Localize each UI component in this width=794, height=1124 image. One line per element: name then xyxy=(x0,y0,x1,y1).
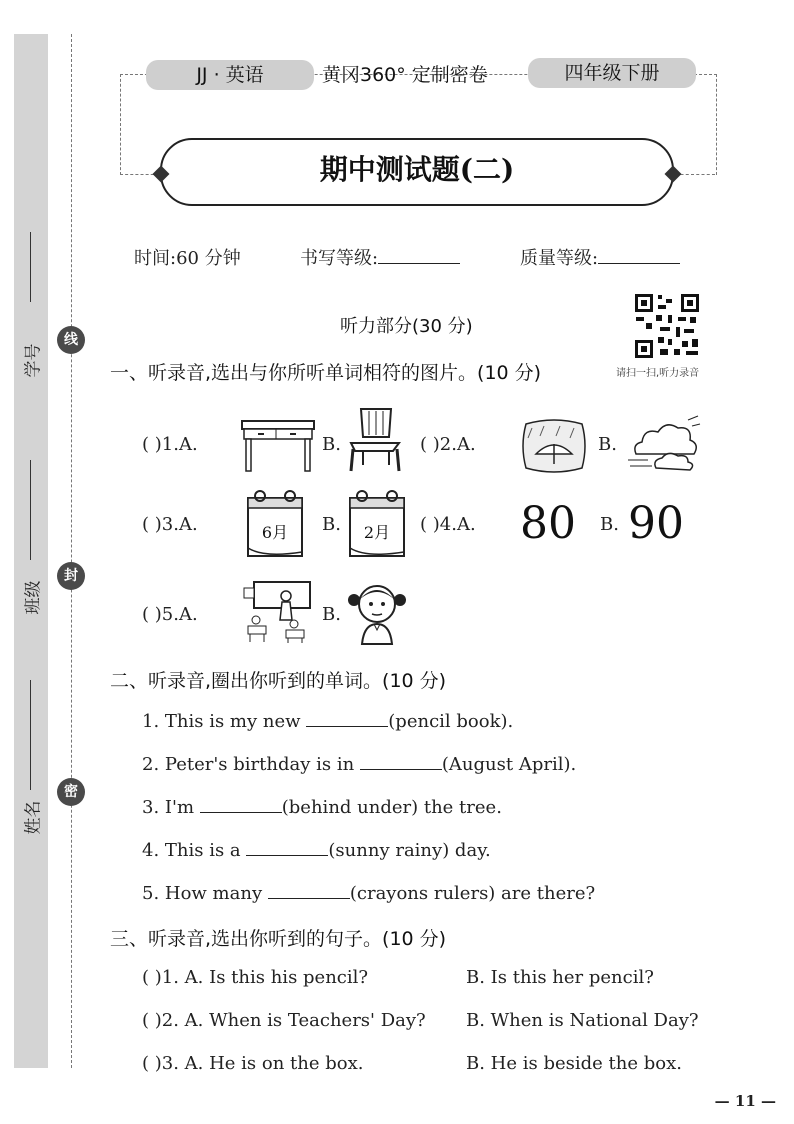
s1-q2-label: ( )2.A. xyxy=(420,434,476,455)
quality-grade-label: 质量等级: xyxy=(520,244,680,270)
grade-pill: 四年级下册 xyxy=(528,58,696,88)
student-no-line xyxy=(30,232,31,302)
seal-seal-badge: 封 xyxy=(57,562,85,590)
s2-q4: 4. This is a (sunny rainy) day. xyxy=(142,840,491,861)
class-label: 班级 xyxy=(23,580,44,615)
section1-heading: 一、听录音,选出与你所听单词相符的图片。(10 分) xyxy=(110,362,542,384)
number-90[interactable]: 90 xyxy=(628,498,684,549)
page-title: 期中测试题(二) xyxy=(319,153,515,186)
s2-q1-blank[interactable] xyxy=(306,710,388,727)
calendar-june-image[interactable] xyxy=(244,488,306,560)
qr-caption: 请扫一扫,听力录音 xyxy=(616,368,700,379)
calendar-feb-image[interactable] xyxy=(346,488,408,560)
writing-grade-blank[interactable] xyxy=(378,247,460,264)
page-number: — 11 — xyxy=(714,1092,776,1110)
s3-q3-b: B. He is beside the box. xyxy=(466,1053,682,1074)
number-80[interactable]: 80 xyxy=(520,498,576,549)
rainy-image[interactable] xyxy=(518,418,590,474)
cut-line xyxy=(71,34,72,1068)
s1-q1-b: B. xyxy=(322,434,341,455)
class-line xyxy=(30,460,31,560)
binding-strip xyxy=(14,34,48,1068)
s1-q5-label: ( )5.A. xyxy=(142,604,198,625)
time-label: 时间:60 分钟 xyxy=(134,248,241,269)
s2-q3: 3. I'm (behind under) the tree. xyxy=(142,797,502,818)
listening-title: 听力部分(30 分) xyxy=(340,316,473,337)
s1-q4-label: ( )4.A. xyxy=(420,514,476,535)
s2-q2: 2. Peter's birthday is in (August April). xyxy=(142,754,577,775)
section3-heading: 三、听录音,选出你听到的句子。(10 分) xyxy=(110,928,447,950)
student-no-label: 学号 xyxy=(23,343,44,378)
s2-q5-blank[interactable] xyxy=(268,882,350,899)
s3-q1-b: B. Is this her pencil? xyxy=(466,967,654,988)
classroom-image[interactable] xyxy=(242,580,312,644)
s2-q1: 1. This is my new (pencil book). xyxy=(142,711,514,732)
s2-q5: 5. How many (crayons rulers) are there? xyxy=(142,883,596,904)
s1-q2-b: B. xyxy=(598,434,617,455)
calendar-feb-text: 2月 xyxy=(363,523,391,542)
s3-q3-a: ( )3. A. He is on the box. xyxy=(142,1053,364,1074)
s3-q2-b: B. When is National Day? xyxy=(466,1010,699,1031)
s2-q4-blank[interactable] xyxy=(246,839,328,856)
s3-q1-a: ( )1. A. Is this his pencil? xyxy=(142,967,369,988)
calendar-june-text: 6月 xyxy=(261,523,289,542)
s2-q2-blank[interactable] xyxy=(360,753,442,770)
subject-pill: JJ · 英语 xyxy=(146,60,314,90)
seal-secret-badge: 密 xyxy=(57,778,85,806)
chair-image[interactable] xyxy=(345,405,407,473)
series-title: 黄冈360° 定制密卷 xyxy=(322,64,488,86)
s1-q5-b: B. xyxy=(322,604,341,625)
qr-code-icon[interactable] xyxy=(634,293,700,359)
s3-q2-a: ( )2. A. When is Teachers' Day? xyxy=(142,1010,426,1031)
s1-q3-label: ( )3.A. xyxy=(142,514,198,535)
cloudy-image[interactable] xyxy=(626,414,702,472)
s1-q3-b: B. xyxy=(322,514,341,535)
s2-q3-blank[interactable] xyxy=(200,796,282,813)
name-label: 姓名 xyxy=(23,800,44,835)
s1-q4-b: B. xyxy=(600,514,619,535)
section2-heading: 二、听录音,圈出你听到的单词。(10 分) xyxy=(110,670,447,692)
seal-line-badge: 线 xyxy=(57,326,85,354)
girl-image[interactable] xyxy=(346,578,408,646)
quality-grade-blank[interactable] xyxy=(598,247,680,264)
s1-q1-label: ( )1.A. xyxy=(142,434,198,455)
desk-image[interactable] xyxy=(240,415,316,473)
writing-grade-label: 书写等级: xyxy=(300,244,460,270)
name-line xyxy=(30,680,31,790)
